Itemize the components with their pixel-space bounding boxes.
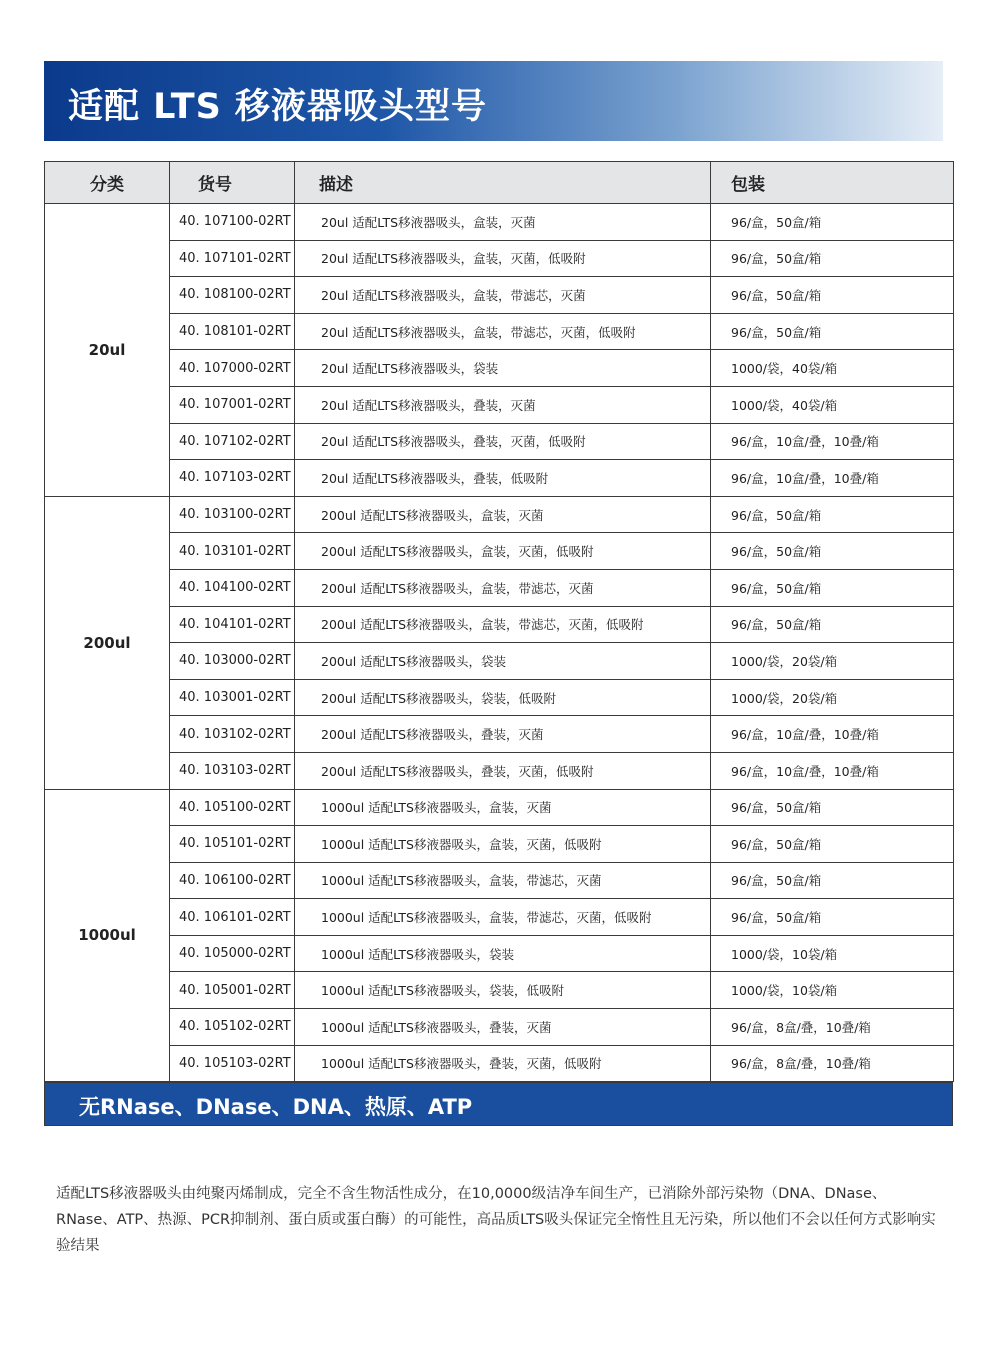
table-row bbox=[45, 1045, 954, 1082]
item-no-cell: 40. 103100-02RT bbox=[170, 496, 295, 533]
table-row bbox=[45, 643, 954, 680]
packing-cell: 1000/袋，40袋/箱 bbox=[711, 386, 954, 423]
item-no-cell: 40. 107102-02RT bbox=[170, 423, 295, 460]
description-cell: 200ul 适配LTS移液器吸头，袋装，低吸附 bbox=[295, 679, 711, 716]
packing-cell: 96/盒，10盒/叠，10叠/箱 bbox=[711, 460, 954, 497]
packing-cell: 1000/袋，10袋/箱 bbox=[711, 935, 954, 972]
header-category: 分类 bbox=[45, 162, 170, 204]
table-row bbox=[45, 679, 954, 716]
product-table bbox=[44, 161, 954, 1082]
packing-cell: 96/盒，10盒/叠，10叠/箱 bbox=[711, 716, 954, 753]
packing-cell: 96/盒，10盒/叠，10叠/箱 bbox=[711, 752, 954, 789]
table-row bbox=[45, 899, 954, 936]
table-row bbox=[45, 533, 954, 570]
packing-cell: 96/盒，50盒/箱 bbox=[711, 569, 954, 606]
description-cell: 1000ul 适配LTS移液器吸头，盒装，带滤芯，灭菌 bbox=[295, 862, 711, 899]
packing-cell: 96/盒，50盒/箱 bbox=[711, 277, 954, 314]
description-cell: 20ul 适配LTS移液器吸头，盒装，带滤芯，灭菌 bbox=[295, 277, 711, 314]
description-paragraph: 适配LTS移液器吸头由纯聚丙烯制成，完全不含生物活性成分，在10,0000级洁净车间生产，已消除外部污染物（DNA、DNase、RNase、ATP、热源、PCR抑制剂、蛋白质或蛋白酶）的可能性，高品质LTS吸头保证完全惰性且无污染，所以他们不会以任何方式影响实验结果 bbox=[56, 1186, 936, 1254]
table-body bbox=[45, 204, 954, 1082]
table-row bbox=[45, 460, 954, 497]
table-header-row bbox=[45, 162, 954, 204]
item-no-cell: 40. 107101-02RT bbox=[170, 240, 295, 277]
header-packing: 包装 bbox=[711, 162, 954, 204]
item-no-cell: 40. 107001-02RT bbox=[170, 386, 295, 423]
table-row bbox=[45, 1009, 954, 1046]
description-cell: 200ul 适配LTS移液器吸头，盒装，灭菌 bbox=[295, 496, 711, 533]
page-title: 适配 LTS 移液器吸头型号 bbox=[68, 87, 487, 127]
description-cell: 200ul 适配LTS移液器吸头，叠装，灭菌，低吸附 bbox=[295, 752, 711, 789]
item-no-cell: 40. 103103-02RT bbox=[170, 752, 295, 789]
packing-cell: 96/盒，50盒/箱 bbox=[711, 606, 954, 643]
packing-cell: 96/盒，50盒/箱 bbox=[711, 533, 954, 570]
item-no-cell: 40. 107103-02RT bbox=[170, 460, 295, 497]
description-cell: 20ul 适配LTS移液器吸头，叠装，灭菌，低吸附 bbox=[295, 423, 711, 460]
packing-cell: 96/盒，10盒/叠，10叠/箱 bbox=[711, 423, 954, 460]
category-cell: 20ul bbox=[45, 204, 170, 497]
description-cell: 20ul 适配LTS移液器吸头，袋装 bbox=[295, 350, 711, 387]
item-no-cell: 40. 103102-02RT bbox=[170, 716, 295, 753]
packing-cell: 96/盒，50盒/箱 bbox=[711, 826, 954, 863]
item-no-cell: 40. 105102-02RT bbox=[170, 1009, 295, 1046]
item-no-cell: 40. 103101-02RT bbox=[170, 533, 295, 570]
table-row bbox=[45, 935, 954, 972]
table-row bbox=[45, 752, 954, 789]
packing-cell: 1000/袋，20袋/箱 bbox=[711, 643, 954, 680]
item-no-cell: 40. 108101-02RT bbox=[170, 313, 295, 350]
table-row bbox=[45, 862, 954, 899]
item-no-cell: 40. 104100-02RT bbox=[170, 569, 295, 606]
header-item-no: 货号 bbox=[170, 162, 295, 204]
description-cell: 200ul 适配LTS移液器吸头，盒装，带滤芯，灭菌 bbox=[295, 569, 711, 606]
description-cell: 200ul 适配LTS移液器吸头，叠装，灭菌 bbox=[295, 716, 711, 753]
footer-banner-text: 无RNase、DNase、DNA、热原、ATP bbox=[79, 1095, 473, 1119]
item-no-cell: 40. 105103-02RT bbox=[170, 1045, 295, 1082]
description-cell: 1000ul 适配LTS移液器吸头，盒装，灭菌，低吸附 bbox=[295, 826, 711, 863]
packing-cell: 96/盒，50盒/箱 bbox=[711, 240, 954, 277]
packing-cell: 96/盒，8盒/叠，10叠/箱 bbox=[711, 1045, 954, 1082]
item-no-cell: 40. 105101-02RT bbox=[170, 826, 295, 863]
category-cell: 1000ul bbox=[45, 789, 170, 1082]
packing-cell: 1000/袋，40袋/箱 bbox=[711, 350, 954, 387]
description-cell: 200ul 适配LTS移液器吸头，袋装 bbox=[295, 643, 711, 680]
table-row bbox=[45, 423, 954, 460]
packing-cell: 96/盒，8盒/叠，10叠/箱 bbox=[711, 1009, 954, 1046]
table-row bbox=[45, 313, 954, 350]
item-no-cell: 40. 107100-02RT bbox=[170, 204, 295, 241]
table-row bbox=[45, 569, 954, 606]
packing-cell: 96/盒，50盒/箱 bbox=[711, 496, 954, 533]
packing-cell: 96/盒，50盒/箱 bbox=[711, 862, 954, 899]
table-row bbox=[45, 972, 954, 1009]
table-row bbox=[45, 496, 954, 533]
description-cell: 1000ul 适配LTS移液器吸头，叠装，灭菌，低吸附 bbox=[295, 1045, 711, 1082]
item-no-cell: 40. 105100-02RT bbox=[170, 789, 295, 826]
description-cell: 1000ul 适配LTS移液器吸头，盒装，灭菌 bbox=[295, 789, 711, 826]
description-cell: 1000ul 适配LTS移液器吸头，袋装，低吸附 bbox=[295, 972, 711, 1009]
item-no-cell: 40. 108100-02RT bbox=[170, 277, 295, 314]
description-cell: 1000ul 适配LTS移液器吸头，盒装，带滤芯，灭菌，低吸附 bbox=[295, 899, 711, 936]
description-cell: 20ul 适配LTS移液器吸头，叠装，灭菌 bbox=[295, 386, 711, 423]
description-cell: 20ul 适配LTS移液器吸头，盒装，带滤芯，灭菌，低吸附 bbox=[295, 313, 711, 350]
table-row bbox=[45, 826, 954, 863]
table-row bbox=[45, 277, 954, 314]
item-no-cell: 40. 107000-02RT bbox=[170, 350, 295, 387]
table-row bbox=[45, 350, 954, 387]
packing-cell: 96/盒，50盒/箱 bbox=[711, 313, 954, 350]
table-row bbox=[45, 386, 954, 423]
description-cell: 20ul 适配LTS移液器吸头，盒装，灭菌 bbox=[295, 204, 711, 241]
description-cell: 20ul 适配LTS移液器吸头，盒装，灭菌，低吸附 bbox=[295, 240, 711, 277]
description-cell: 200ul 适配LTS移液器吸头，盒装，灭菌，低吸附 bbox=[295, 533, 711, 570]
title-banner bbox=[44, 61, 943, 141]
item-no-cell: 40. 103000-02RT bbox=[170, 643, 295, 680]
footer-banner bbox=[44, 1082, 953, 1126]
packing-cell: 1000/袋，20袋/箱 bbox=[711, 679, 954, 716]
packing-cell: 1000/袋，10袋/箱 bbox=[711, 972, 954, 1009]
description-cell: 200ul 适配LTS移液器吸头，盒装，带滤芯，灭菌，低吸附 bbox=[295, 606, 711, 643]
table-row bbox=[45, 789, 954, 826]
table-row bbox=[45, 606, 954, 643]
header-description: 描述 bbox=[295, 162, 711, 204]
item-no-cell: 40. 106101-02RT bbox=[170, 899, 295, 936]
packing-cell: 96/盒，50盒/箱 bbox=[711, 204, 954, 241]
item-no-cell: 40. 105001-02RT bbox=[170, 972, 295, 1009]
table-row bbox=[45, 716, 954, 753]
table-row bbox=[45, 204, 954, 241]
packing-cell: 96/盒，50盒/箱 bbox=[711, 789, 954, 826]
item-no-cell: 40. 103001-02RT bbox=[170, 679, 295, 716]
item-no-cell: 40. 105000-02RT bbox=[170, 935, 295, 972]
category-cell: 200ul bbox=[45, 496, 170, 789]
description-cell: 1000ul 适配LTS移液器吸头，袋装 bbox=[295, 935, 711, 972]
description-cell: 20ul 适配LTS移液器吸头，叠装，低吸附 bbox=[295, 460, 711, 497]
description-cell: 1000ul 适配LTS移液器吸头，叠装，灭菌 bbox=[295, 1009, 711, 1046]
item-no-cell: 40. 104101-02RT bbox=[170, 606, 295, 643]
table-row bbox=[45, 240, 954, 277]
item-no-cell: 40. 106100-02RT bbox=[170, 862, 295, 899]
packing-cell: 96/盒，50盒/箱 bbox=[711, 899, 954, 936]
